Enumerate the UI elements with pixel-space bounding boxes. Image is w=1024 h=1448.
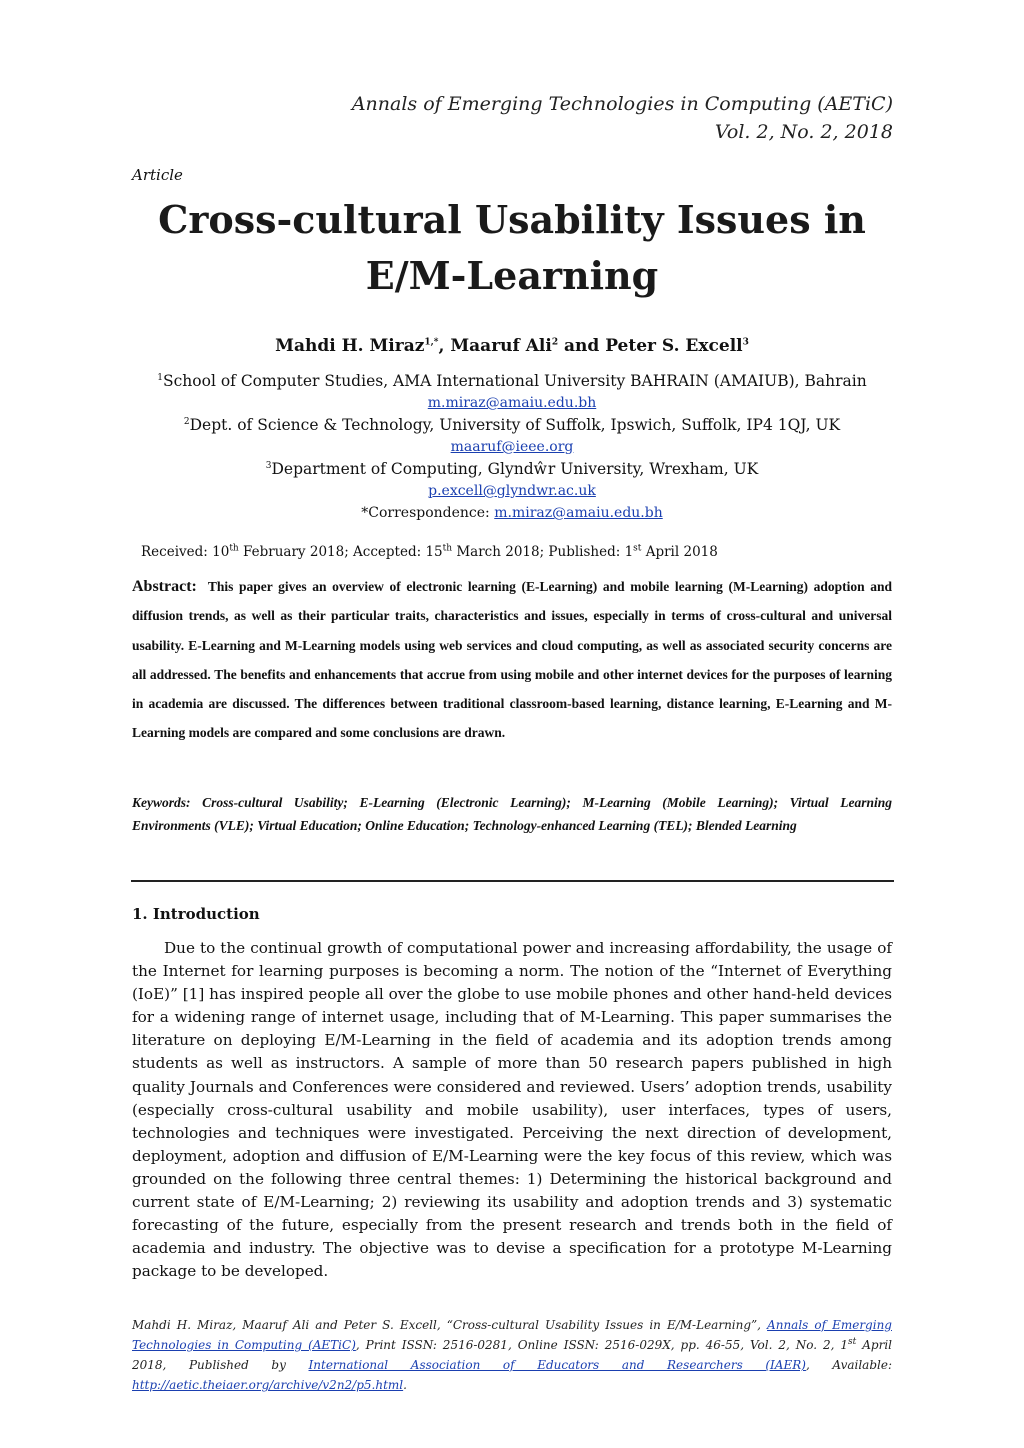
author-name: Maaruf Ali	[450, 336, 552, 356]
ordinal: th	[229, 543, 239, 554]
citation-text: April 2018, Published by	[132, 1338, 892, 1372]
author-separator: ,	[438, 336, 451, 356]
citation-text: .	[403, 1378, 407, 1392]
author-affil-mark: 2	[551, 337, 559, 348]
affil-mark: 1	[157, 372, 163, 383]
author-affil-mark: 3	[742, 337, 749, 348]
citation-text: , Available:	[805, 1358, 892, 1372]
affiliations	[132, 370, 892, 524]
affil-mark: 3	[265, 460, 272, 471]
correspondence	[132, 502, 892, 524]
date-text: Received: 10	[141, 544, 230, 560]
keywords	[132, 792, 892, 837]
publication-dates	[141, 544, 718, 560]
author-affil-mark: 1,*	[424, 337, 439, 348]
date-text: April 2018	[641, 544, 718, 560]
affiliation-1	[132, 370, 892, 392]
section-heading-introduction: 1. Introduction	[132, 905, 260, 923]
author-separator: and	[558, 336, 606, 356]
article-type: Article	[132, 166, 183, 184]
email-link-3[interactable]: p.excell@glyndwr.ac.uk	[428, 483, 596, 499]
journal-name: Annals of Emerging Technologies in Computing (AETiC)	[351, 93, 893, 115]
affiliation-2	[132, 414, 892, 436]
keywords-text: Cross-cultural Usability; E-Learning (Electronic Learning); M-Learning (Mobile Learning); Virtual Learning Environments (VLE); Virtual Education; Online Education; Technology-enhanced Learning (TEL); Blended Learning	[132, 795, 892, 833]
affil-text: Dept. of Science & Technology, University of Suffolk, Ipswich, Suffolk, IP4 1QJ, UK	[189, 416, 841, 434]
abstract-text: This paper gives an overview of electronic learning (E-Learning) and mobile learning (M-Learning) adoption and diffusion trends, as well as their particular traits, characteristics and issues, especially in terms of cross-cultural and universal usability. E-Learning and M-Learning models using web services and cloud computing, as well as associated security concerns are all addressed. The benefits and enhancements that accrue from using mobile and other internet devices for the purposes of learning in academia are discussed. The differences between traditional classroom-based learning, distance learning, E-Learning and M-Learning models are compared and some conclusions are drawn.	[132, 579, 892, 741]
abstract	[132, 572, 892, 748]
author-name: Mahdi H. Miraz	[275, 336, 425, 356]
affil-text: Department of Computing, Glyndŵr University, Wrexham, UK	[271, 460, 759, 478]
affiliation-3	[132, 458, 892, 480]
abstract-label: Abstract:	[132, 578, 197, 595]
introduction-paragraph: Due to the continual growth of computational power and increasing affordability, the usage of the Internet for learning purposes is becoming a norm. The notion of the “Internet of Everything (IoE)” [1] has inspired people all over the globe to use mobile phones and other hand-held devices for a widening range of internet usage, including that of M-Learning. This paper summarises the literature on deploying E/M-Learning in the field of academia and its adoption trends among students as well as instructors. A sample of more than 50 research papers published in high quality Journals and Conferences were considered and reviewed. Users’ adoption trends, usability (especially cross-cultural usability and mobile usability), user interfaces, types of users, technologies and techniques were investigated. Perceiving the next direction of development, deployment, adoption and diffusion of E/M-Learning were the key focus of this review, which was grounded on the following three central themes: 1) Determining the historical background and current state of E/M-Learning; 2) reviewing its usability and adoption trends and 3) systematic forecasting of the future, especially from the present research and trends both in the field of academia and industry. The objective was to devise a specification for a prototype M-Learning package to be developed.	[132, 939, 892, 1281]
citation-text: Mahdi H. Miraz, Maaruf Ali and Peter S. Excell, “Cross-cultural Usability Issues in E/M-Learning”,	[132, 1318, 768, 1332]
citation-footer	[132, 1315, 892, 1395]
article-url-link[interactable]: http://aetic.theiaer.org/archive/v2n2/p5.html	[132, 1378, 404, 1392]
author-list	[132, 336, 892, 356]
section-divider	[131, 880, 894, 882]
ordinal: st	[633, 543, 642, 554]
keywords-label: Keywords:	[132, 795, 191, 810]
publisher-link[interactable]: International Association of Educators and Researchers (IAER)	[308, 1358, 806, 1372]
affil-mark: 2	[183, 416, 190, 427]
date-text: March 2018; Published: 1	[452, 544, 634, 560]
author-name: Peter S. Excell	[605, 336, 743, 356]
correspondence-label: *Correspondence:	[361, 505, 495, 521]
email-link-2[interactable]: maaruf@ieee.org	[450, 439, 574, 455]
paper-title: Cross-cultural Usability Issues in E/M-Learning	[158, 197, 866, 298]
affil-text: School of Computer Studies, AMA International University BAHRAIN (AMAIUB), Bahrain	[163, 372, 867, 390]
journal-link[interactable]: Annals of Emerging Technologies in Computing (AETiC)	[132, 1318, 892, 1352]
journal-header	[352, 90, 893, 146]
correspondence-email-link[interactable]: m.miraz@amaiu.edu.bh	[494, 505, 663, 521]
date-text: February 2018; Accepted: 15	[238, 544, 443, 560]
citation-text: , Print ISSN: 2516-0281, Online ISSN: 2516-029X, pp. 46-55, Vol. 2, No. 2, 1	[355, 1338, 849, 1352]
ordinal: st	[848, 1337, 857, 1347]
email-link-1[interactable]: m.miraz@amaiu.edu.bh	[427, 395, 597, 411]
volume-issue: Vol. 2, No. 2, 2018	[714, 121, 893, 143]
ordinal: th	[442, 543, 453, 554]
